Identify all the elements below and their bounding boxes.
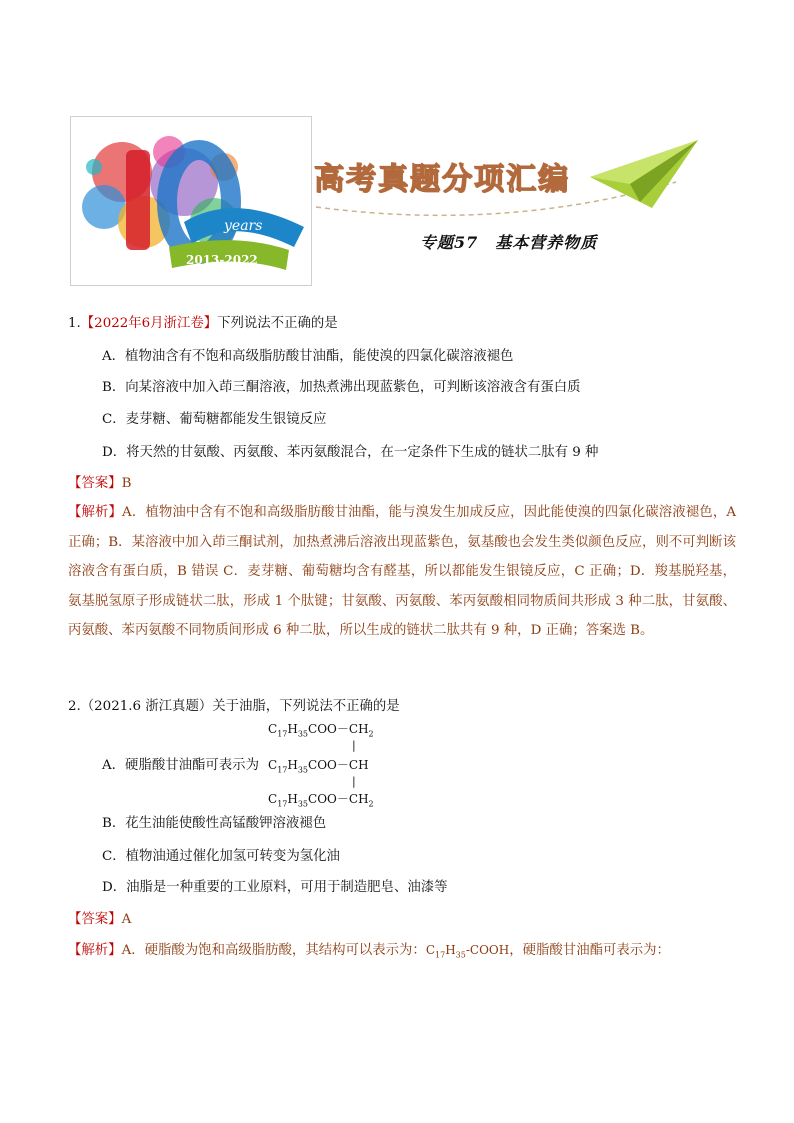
- q1-stem: [68, 312, 338, 331]
- q2-answer: [68, 908, 131, 927]
- q1-option-c: C．麦芽糖、葡萄糖都能发生银镜反应: [102, 412, 327, 427]
- paper-plane-icon: [590, 132, 700, 212]
- q2-answer-value: A: [121, 912, 132, 927]
- q2-option-d: D．油脂是一种重要的工业原料，可用于制造肥皂、油漆等: [102, 880, 448, 895]
- q2-option-b: B．花生油能使酸性高锰酸钾溶液褪色: [102, 816, 327, 831]
- q1-analysis: [68, 498, 736, 646]
- q2-analysis-start: A．硬脂酸为饱和高级脂肪酸，其结构可以表示为：: [121, 943, 426, 958]
- q2-analysis-formula: $C_{17}H_{35}$-COOH: [425, 943, 510, 960]
- q2-option-a: A．硬脂酸甘油酯可表示为: [102, 758, 259, 773]
- q1-answer-label: 【答案】: [68, 476, 122, 491]
- q1-analysis-text: A．植物油中含有不饱和高级脂肪酸甘油酯，能与溴发生加成反应，因此能使溴的四氯化碳溶液褪色，A 正确；B．某溶液中加入茚三酮试剂，加热煮沸后溶液出现蓝紫色，氨基酸也会发生类似颜色反应，则不可判断该溶液含有蛋白质，B 错误 C．麦芽糖、葡萄糖均含有醛基，所以都能发生银镜反应，C 正确；D．羧基脱羟基，氨基脱氢原子形成链状二肽，形成 1 个肽键；甘氨酸、丙氨酸、苯丙氨酸相同物质间共形成 3 种二肽，甘氨酸、丙氨酸、苯丙氨酸不同物质间形成 6 种二肽，所以生成的链状二肽共有 9 种，D 正确；答案选 B。: [68, 505, 736, 638]
- q2-stem: 2.（2021.6 浙江真题）关于油脂，下列说法不正确的是: [68, 699, 400, 714]
- q1-option-b: B．向某溶液中加入茚三酮溶液，加热煮沸出现蓝紫色，可判断该溶液含有蛋白质: [102, 380, 581, 395]
- q2-answer-label: 【答案】: [68, 912, 122, 927]
- logo-years-text: years: [224, 218, 263, 234]
- series-title: 高考真题分项汇编: [314, 162, 570, 197]
- q2-option-c: C．植物油通过催化加氢可转变为氢化油: [102, 849, 340, 864]
- q1-option-a: A．植物油含有不饱和高级脂肪酸甘油酯，能使溴的四氯化碳溶液褪色: [102, 349, 514, 364]
- q2-analysis: [68, 939, 670, 959]
- topic-subtitle: 专题57 基本营养物质: [420, 233, 598, 252]
- q1-source: 【2022年6月浙江卷】: [80, 316, 218, 331]
- ten-years-logo: [74, 112, 314, 288]
- logo-range-text: 2013-2022: [186, 253, 258, 267]
- q2-analysis-label: 【解析】: [68, 943, 122, 958]
- q2-analysis-end: ，硬脂酸甘油酯可表示为：: [509, 943, 670, 958]
- q1-answer: [68, 472, 131, 491]
- q1-answer-value: B: [121, 476, 132, 491]
- header-banner: [70, 112, 710, 288]
- q1-option-d: D．将天然的甘氨酸、丙氨酸、苯丙氨酸混合，在一定条件下生成的链状二肽有 9 种: [102, 445, 599, 460]
- q1-stem-text: 下列说法不正确的是: [217, 316, 338, 331]
- q1-number: 1.: [68, 316, 81, 331]
- q1-analysis-label: 【解析】: [68, 505, 123, 520]
